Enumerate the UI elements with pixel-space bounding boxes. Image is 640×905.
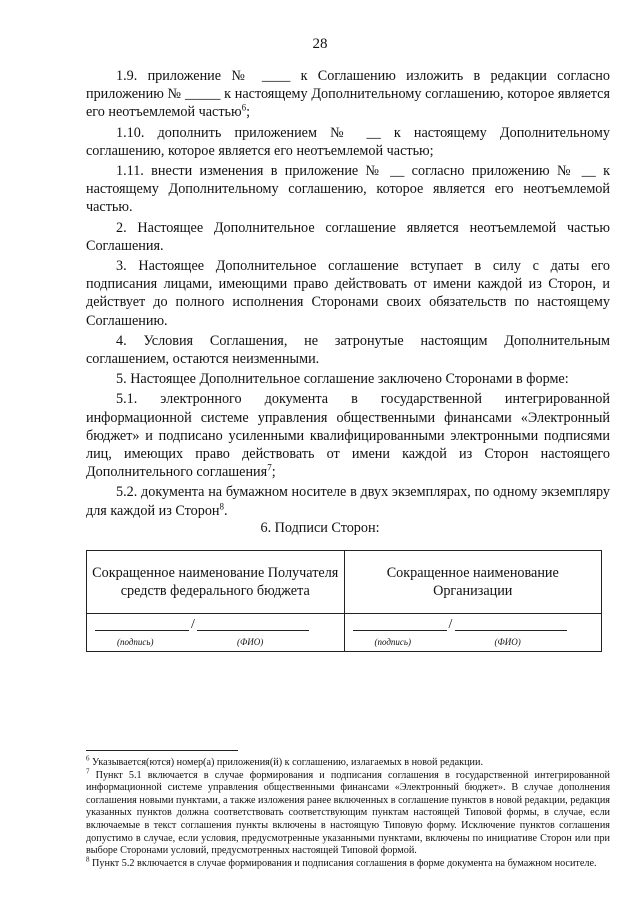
organization-name-cell: Сокращенное наименование Организации [344, 551, 602, 614]
footnote-ref-6[interactable]: 6 [241, 102, 247, 113]
signatures-table [86, 550, 602, 652]
footnote-ref-7[interactable]: 7 [267, 462, 272, 473]
paragraph-1-9: 1.9. приложение № ____ к Соглашению изложить в редакции согласно приложению № _____ к настоящему Дополнительному соглашению, которое является его неотъемлемой частью$^6$; [86, 68, 610, 121]
footnote-8: $^8$ Пункт 5.2 включается в случае формирования и подписания соглашения в форме документа на бумажном носителе. [86, 855, 597, 869]
signature-caption: (подпись) [117, 637, 154, 647]
signatures-title: 6. Подписи Сторон: [260, 520, 380, 536]
organization-signature-cell [344, 614, 602, 652]
footnote-7: $^7$ Пункт 5.1 включается в случае формирования и подписания соглашения в государственной интегрированной информационной системе управления общественными финансами «Электронный бюджет». В случае дополнения соглашения новыми пунктами, а также изложения ранее включенных в соглашение пунктов в новой редакции, редакция указанных пунктов должна соответствовать соответствующим пунктам настоящей Типовой формы, в случае, если включаемые в текст соглашения пункты включены в настоящую Типовую форму. Исключение пунктов соглашения допустимо в случае, если условия, предусмотренные указанными пунктами, включены по инициативе Сторон или при выборе Сторонами условий, предусмотренных настоящей Типовой формой. [86, 767, 610, 857]
paragraph-5-1: 5.1. электронного документа в государственной интегрированной информационной системе управления общественными финансами «Электронный бюджет» и подписано усиленными квалифицированными электронными подписями лиц, имеющих право действовать от имени каждой из Сторон настоящего Дополнительного соглашения$^7$; [86, 391, 610, 481]
recipient-signature-cell [87, 614, 345, 652]
paragraph-5: 5. Настоящее Дополнительное соглашение заключено Сторонами в форме: [116, 371, 569, 388]
full-name-line[interactable] [455, 630, 567, 631]
signature-line[interactable] [95, 630, 189, 631]
signature-caption: (подпись) [374, 637, 412, 647]
paragraph-1-10: 1.10. дополнить приложением № __ к настоящему Дополнительному соглашению, которое является его неотъемлемой частью; [86, 124, 610, 159]
footnote-divider [86, 750, 238, 751]
separator-slash: / [191, 617, 195, 632]
paragraph-3: 3. Настоящее Дополнительное соглашение вступает в силу с даты его подписания лицами, имеющими право действовать от имени каждой из Сторон, и действует до полного исполнения Сторонами своих обязательств по настоящему Соглашению. [86, 258, 610, 329]
paragraph-4: 4. Условия Соглашения, не затронутые настоящим Дополнительным соглашением, остаются неизменными. [86, 332, 610, 368]
signature-line[interactable] [353, 630, 447, 631]
agreement-body [86, 67, 610, 520]
full-name-caption: (ФИО) [237, 637, 264, 647]
paragraph-2: 2. Настоящее Дополнительное соглашение является неотъемлемой частью Соглашения. [86, 219, 610, 254]
separator-slash: / [448, 617, 453, 632]
paragraph-1-11: 1.11. внести изменения в приложение № __ согласно приложению № __ к настоящему Дополнительному соглашению, которое является его неотъемлемой частью. [86, 163, 610, 216]
full-name-line[interactable] [197, 630, 309, 631]
full-name-caption: (ФИО) [494, 637, 521, 647]
footnotes [86, 754, 610, 870]
footnote-6: $^6$ Указывается(ются) номер(а) приложения(й) к соглашению, излагаемых в новой редакции. [86, 754, 483, 768]
page-number: 28 [312, 36, 328, 52]
footnote-ref-8[interactable]: 8 [219, 500, 225, 511]
paragraph-5-2: 5.2. документа на бумажном носителе в двух экземплярах, по одному экземпляру для каждой из Сторон$^8$. [86, 484, 610, 519]
recipient-name-cell: Сокращенное наименование Получателя средств федерального бюджета [87, 551, 345, 614]
